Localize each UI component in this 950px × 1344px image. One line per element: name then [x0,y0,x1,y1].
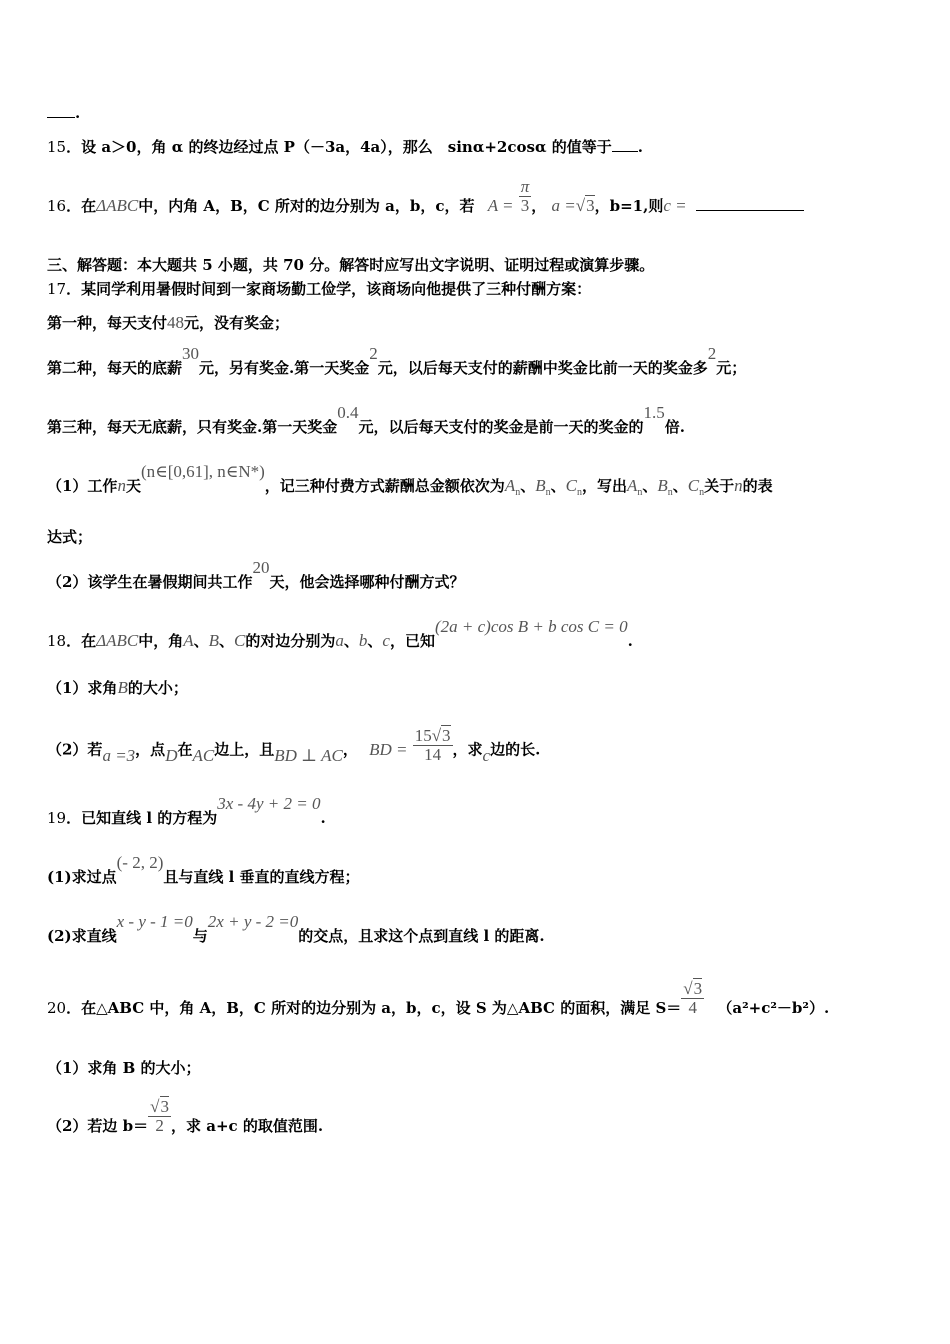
denominator: 14 [424,745,442,764]
text: ，点 [135,740,166,759]
denominator: 3 [520,195,530,215]
value-30: 30 [182,344,200,363]
math-C: C [565,476,577,495]
text: （2）若边 b＝ [47,1117,149,1135]
answer-blank [47,103,75,118]
line-equation-2: 2x + y - 2 =0 [207,912,299,931]
question-number: 18 [47,632,67,650]
math-B: B [657,476,668,495]
value-2: 2 [707,344,717,363]
comma: ， [531,197,547,215]
text: （2）若 [47,740,103,759]
text: ．在△ABC 中，角 A，B，C 所对的边分别为 a，b，c，设 S 为△ABC 的面积，满足 S＝ [66,999,682,1017]
math-A: A = [487,196,514,215]
question-text: ．设 a＞0，角 α 的终边经过点 P（－3a，4a），那么 sinα+2cosα 的值等于 [66,138,612,156]
subscript-n: n [576,487,582,498]
q20-part-1 [47,1058,910,1078]
question-20 [47,978,910,1018]
text: 的表 [742,477,773,495]
value-0.4: 0.4 [337,403,359,422]
subscript-n: n [637,487,643,498]
text: 在 [177,740,193,759]
math-D: D [165,745,178,765]
separator: 、 [367,632,383,650]
denominator: 4 [688,997,697,1017]
text: ，求 [452,740,483,759]
text: 倍. [664,418,685,436]
value-2: 2 [369,344,378,363]
q18-part-2 [47,726,910,765]
separator: 、 [520,477,536,495]
answer-blank [696,196,804,211]
numerator: 15√3 [414,726,451,745]
q17-part-1 [47,462,910,503]
section-title: 三、解答题：本大题共 5 小题，共 70 分。解答时应写出文字说明、证明过程或演算步骤。 [47,256,655,274]
subscript-n: n [545,487,551,498]
q19-part-1 [47,853,910,887]
text: ，写出 [581,477,627,495]
math-triangle: ΔABC [96,196,139,215]
math-perpendicular: BD ⊥ AC [274,745,343,765]
question-19 [47,794,910,828]
question-text: 中，内角 A，B，C 所对的边分别为 a，b，c，若 [138,197,475,215]
radicand: 3 [160,1096,169,1116]
separator: 、 [672,477,688,495]
math-c: c [382,631,390,650]
question-15 [47,137,910,157]
fraction-15sqrt3-over-14 [413,727,453,764]
q17-option-1 [47,313,910,333]
text: 第一种，每天支付 [47,314,168,332]
text: 元，以后每天支付的薪酬中奖金比前一天的奖金多 [377,359,708,377]
question-number: 16 [47,197,67,215]
period: . [637,138,643,156]
text: （1）工作 [47,477,118,495]
q20-part-2 [47,1096,910,1136]
text: 天 [125,477,141,495]
value-1.5: 1.5 [643,403,665,422]
math-n: n [734,476,743,495]
value-48: 48 [167,313,185,332]
point: (- 2, 2) [116,853,164,872]
text: (2)求直线 [47,927,117,945]
q18-part-1 [47,678,910,698]
text: 元，没有奖金； [184,314,290,332]
q19-part-2 [47,912,910,946]
math-triangle: ΔABC [96,631,139,650]
numerator: π [520,176,530,196]
math-A: A [183,631,194,650]
question-number: 20 [47,999,67,1017]
math-c: c [482,745,491,765]
period: . [75,104,81,122]
text: 天，他会选择哪种付酬方式？ [269,573,465,591]
math-b: b [358,631,368,650]
period: . [627,632,633,650]
value-20: 20 [252,558,270,577]
denominator: 2 [155,1115,164,1135]
value-15: 15 [414,726,432,745]
q17-part-1-cont [47,527,910,547]
text: ，记三种付费方式薪酬总金额依次为 [264,477,505,495]
text: 元； [716,359,747,377]
equation: 3x - 4y + 2 = 0 [217,794,321,813]
text: ，已知 [389,632,435,650]
text: 的对边分别为 [245,632,336,650]
fraction-pi-over-3 [519,178,532,215]
math-B: B [535,476,546,495]
separator: 、 [550,477,566,495]
text: （1）求角 B 的大小； [47,1059,201,1077]
math-BD: BD = [369,739,408,759]
text: (1)求过点 [47,868,117,886]
subscript-n: n [699,487,705,498]
question-text: ．在 [66,197,97,215]
math-n: n [117,476,126,495]
period: . [320,809,326,827]
separator: 、 [193,632,209,650]
text: 第二种，每天的底薪 [47,359,183,377]
fraction-sqrt3-over-4 [681,980,704,1017]
q17-option-2 [47,344,910,378]
section-heading [47,255,910,275]
text: 的大小； [127,679,188,697]
text: 且与直线 l 垂直的直线方程； [163,868,360,886]
line-equation-1: x - y - 1 =0 [116,912,193,931]
text: 与 [192,927,208,945]
separator: 、 [343,632,359,650]
math-a: a [335,631,344,650]
text: 元，另有奖金.第一天奖金 [199,359,370,377]
text: 达式； [47,528,93,546]
math-A: A [504,476,516,495]
math-a-eq-3: a =3 [102,745,136,765]
condition-expression: (n∈[0,61], n∈N*) [140,462,265,481]
prev-answer-blank-line [47,103,910,123]
radicand: 3 [693,978,703,998]
math-A: A [626,476,638,495]
question-number: 15 [47,138,67,156]
numerator: √3 [150,1096,169,1116]
numerator: √3 [683,978,703,998]
subscript-n: n [515,487,521,498]
text: 关于 [704,477,735,495]
math-B: B [117,678,128,697]
question-16 [47,176,910,216]
sqrt-symbol: √ [575,196,586,215]
math-B: B [208,631,220,650]
text: （a²+c²－b²）. [717,999,830,1017]
equation: (2a + c)cos B + b cos C = 0 [434,617,628,636]
text: 边的长. [490,740,541,759]
radicand: 3 [442,726,451,745]
separator: 、 [219,632,235,650]
q17-part-2 [47,558,910,592]
math-c: c = [663,196,687,215]
question-number: 19 [47,809,67,827]
question-17-intro [47,279,910,299]
text: 边上，且 [214,740,275,759]
text: ．在 [66,632,97,650]
question-text: ，b=1,则 [594,197,664,215]
text: （1）求角 [47,679,118,697]
fraction-sqrt3-over-2 [148,1098,171,1135]
text: （2）该学生在暑假期间共工作 [47,573,253,591]
text: 第三种，每天无底薪，只有奖金.第一天奖金 [47,418,338,436]
math-a: a = [551,196,576,215]
text: 的交点，且求这个点到直线 l 的距离. [298,927,545,945]
text: ，求 a+c 的取值范围. [171,1117,324,1135]
q17-option-3 [47,403,910,437]
comma: ， [342,740,358,759]
text: ．已知直线 l 的方程为 [66,809,218,827]
text: 中，角 [138,632,184,650]
math-AC: AC [192,745,215,765]
math-C: C [687,476,700,495]
math-C: C [234,631,246,650]
question-text: ．某同学利用暑假时间到一家商场勤工俭学，该商场向他提供了三种付酬方案： [66,280,592,298]
sqrt-radicand: 3 [586,196,595,215]
question-18 [47,617,910,651]
question-number: 17 [47,280,67,298]
answer-blank [612,137,638,152]
text: 元，以后每天支付的奖金是前一天的奖金的 [358,418,644,436]
subscript-n: n [667,487,673,498]
separator: 、 [642,477,658,495]
